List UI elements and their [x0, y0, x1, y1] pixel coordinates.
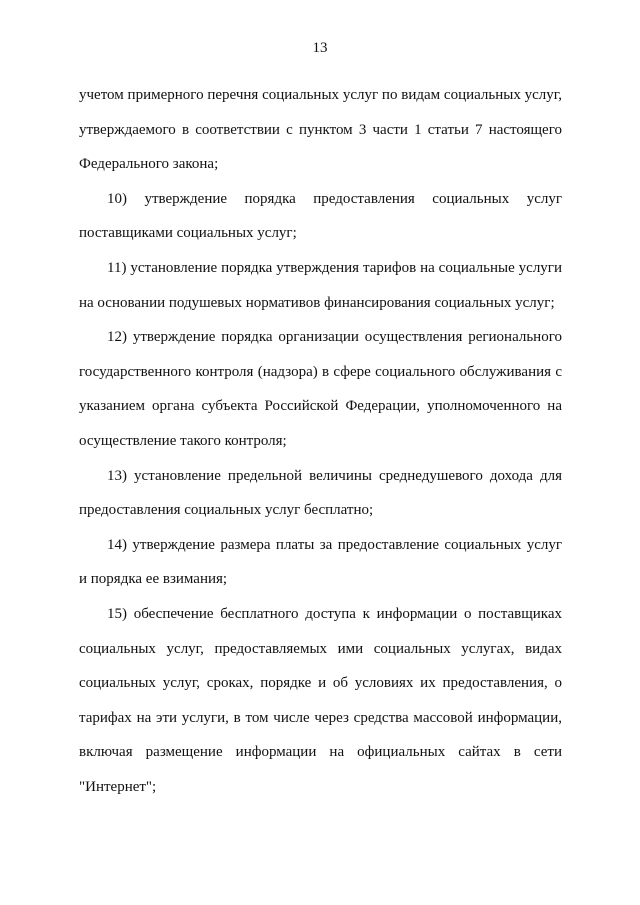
paragraph-item-12: 12) утверждение порядка организации осуществления регионального государственного контроля (надзора) в сфере социального обслуживания с указанием органа субъекта Российской Федерации, уполномоченного на осуществление такого контроля; — [79, 329, 562, 449]
paragraph-item-13: 13) установление предельной величины среднедушевого дохода для предоставления социальных услуг бесплатно; — [79, 467, 562, 519]
paragraph-item-14: 14) утверждение размера платы за предоставление социальных услуг и порядка ее взимания; — [79, 536, 562, 588]
page-number: 13 — [312, 40, 328, 56]
document-body — [79, 78, 562, 804]
paragraph-item-15: 15) обеспечение бесплатного доступа к информации о поставщиках социальных услуг, предоставляемых ими социальных услугах, видах социальных услуг, сроках, порядке и об условиях их предоставления, о тарифах на эти услуги, в том числе через средства массовой информации, включая размещение информации на официальных сайтах в сети "Интернет"; — [79, 605, 562, 795]
paragraph-continuation: учетом примерного перечня социальных услуг по видам социальных услуг, утверждаемого в соответствии с пунктом 3 части 1 статьи 7 настоящего Федерального закона; — [79, 87, 562, 173]
paragraph-item-11: 11) установление порядка утверждения тарифов на социальные услуги на основании подушевых нормативов финансирования социальных услуг; — [79, 259, 562, 311]
paragraph-item-10: 10) утверждение порядка предоставления социальных услуг поставщиками социальных услуг; — [79, 190, 562, 242]
